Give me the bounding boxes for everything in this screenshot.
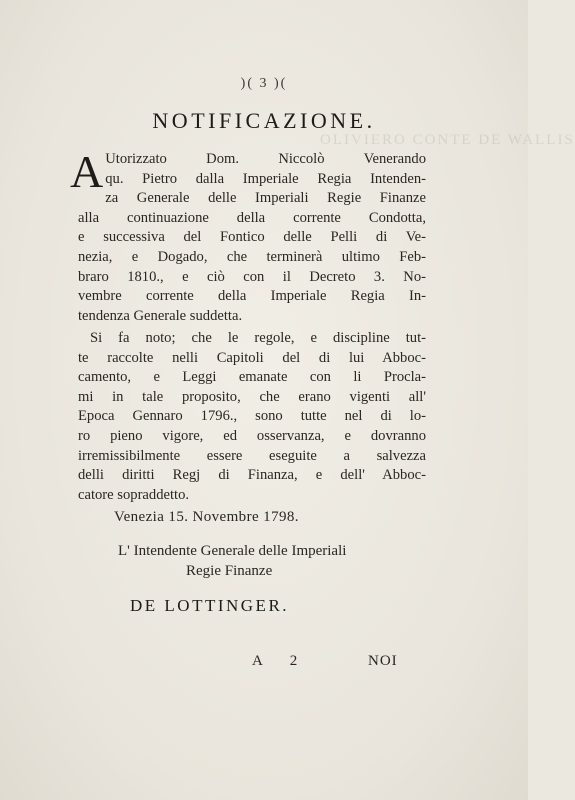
text-line: e successiva del Fontico delle Pelli di Ve- [78,229,426,246]
page-header: )( 3 )( [240,76,288,91]
text-line: te raccolte nelli Capitoli del di lui Abboc- [78,349,426,366]
text-line: irremissibilmente essere eseguite a salvezza [78,447,426,464]
text-line: Utorizzato Dom. Niccolò Venerando [105,151,426,167]
text-line: mi in tale proposito, che erano vigenti all' [78,388,426,405]
signature-title-line-2: Regie Finanze [186,563,273,579]
drop-cap: A [70,146,104,197]
text-line: Si fa noto; che le regole, e discipline tut- [90,330,426,346]
bleed-through-text: OLIVIERO CONTE DE WALLIS [320,132,575,148]
paragraph-2 [78,329,426,505]
text-line: nezia, e Dogado, che terminerà ultimo Feb- [78,248,426,265]
text-line: braro 1810., e ciò con il Decreto 3. No- [78,268,426,285]
text-line: catore sopraddetto. [78,486,190,503]
signature-mark: A 2 [252,653,310,669]
signature-title-line-1: L' Intendente Generale delle Imperiali [118,543,347,559]
signer-name: DE LOTTINGER. [130,596,290,615]
text-line: ro pieno vigore, ed osservanza, e dovranno [78,427,426,444]
text-line: qu. Pietro dalla Imperiale Regia Intenden- [105,170,426,187]
text-line: camento, e Leggi emanate con li Procla- [78,369,426,386]
text-line: za Generale delle Imperiali Regie Finanze [105,190,426,207]
page-title: NOTIFICAZIONE. [152,108,376,133]
text-line: alla continuazione della corrente Condotta, [78,209,426,226]
text-line: tendenza Generale suddetta. [78,307,243,324]
text-line: delli diritti Regj di Finanza, e dell' Abboc- [78,467,426,484]
text-line: vembre corrente della Imperiale Regia In- [78,288,426,305]
text-line: Epoca Gennaro 1796., sono tutte nel di lo- [78,408,426,425]
catchword: NOI [368,653,398,669]
date-line: Venezia 15. Novembre 1798. [114,509,299,525]
paragraph-1 [70,146,426,326]
